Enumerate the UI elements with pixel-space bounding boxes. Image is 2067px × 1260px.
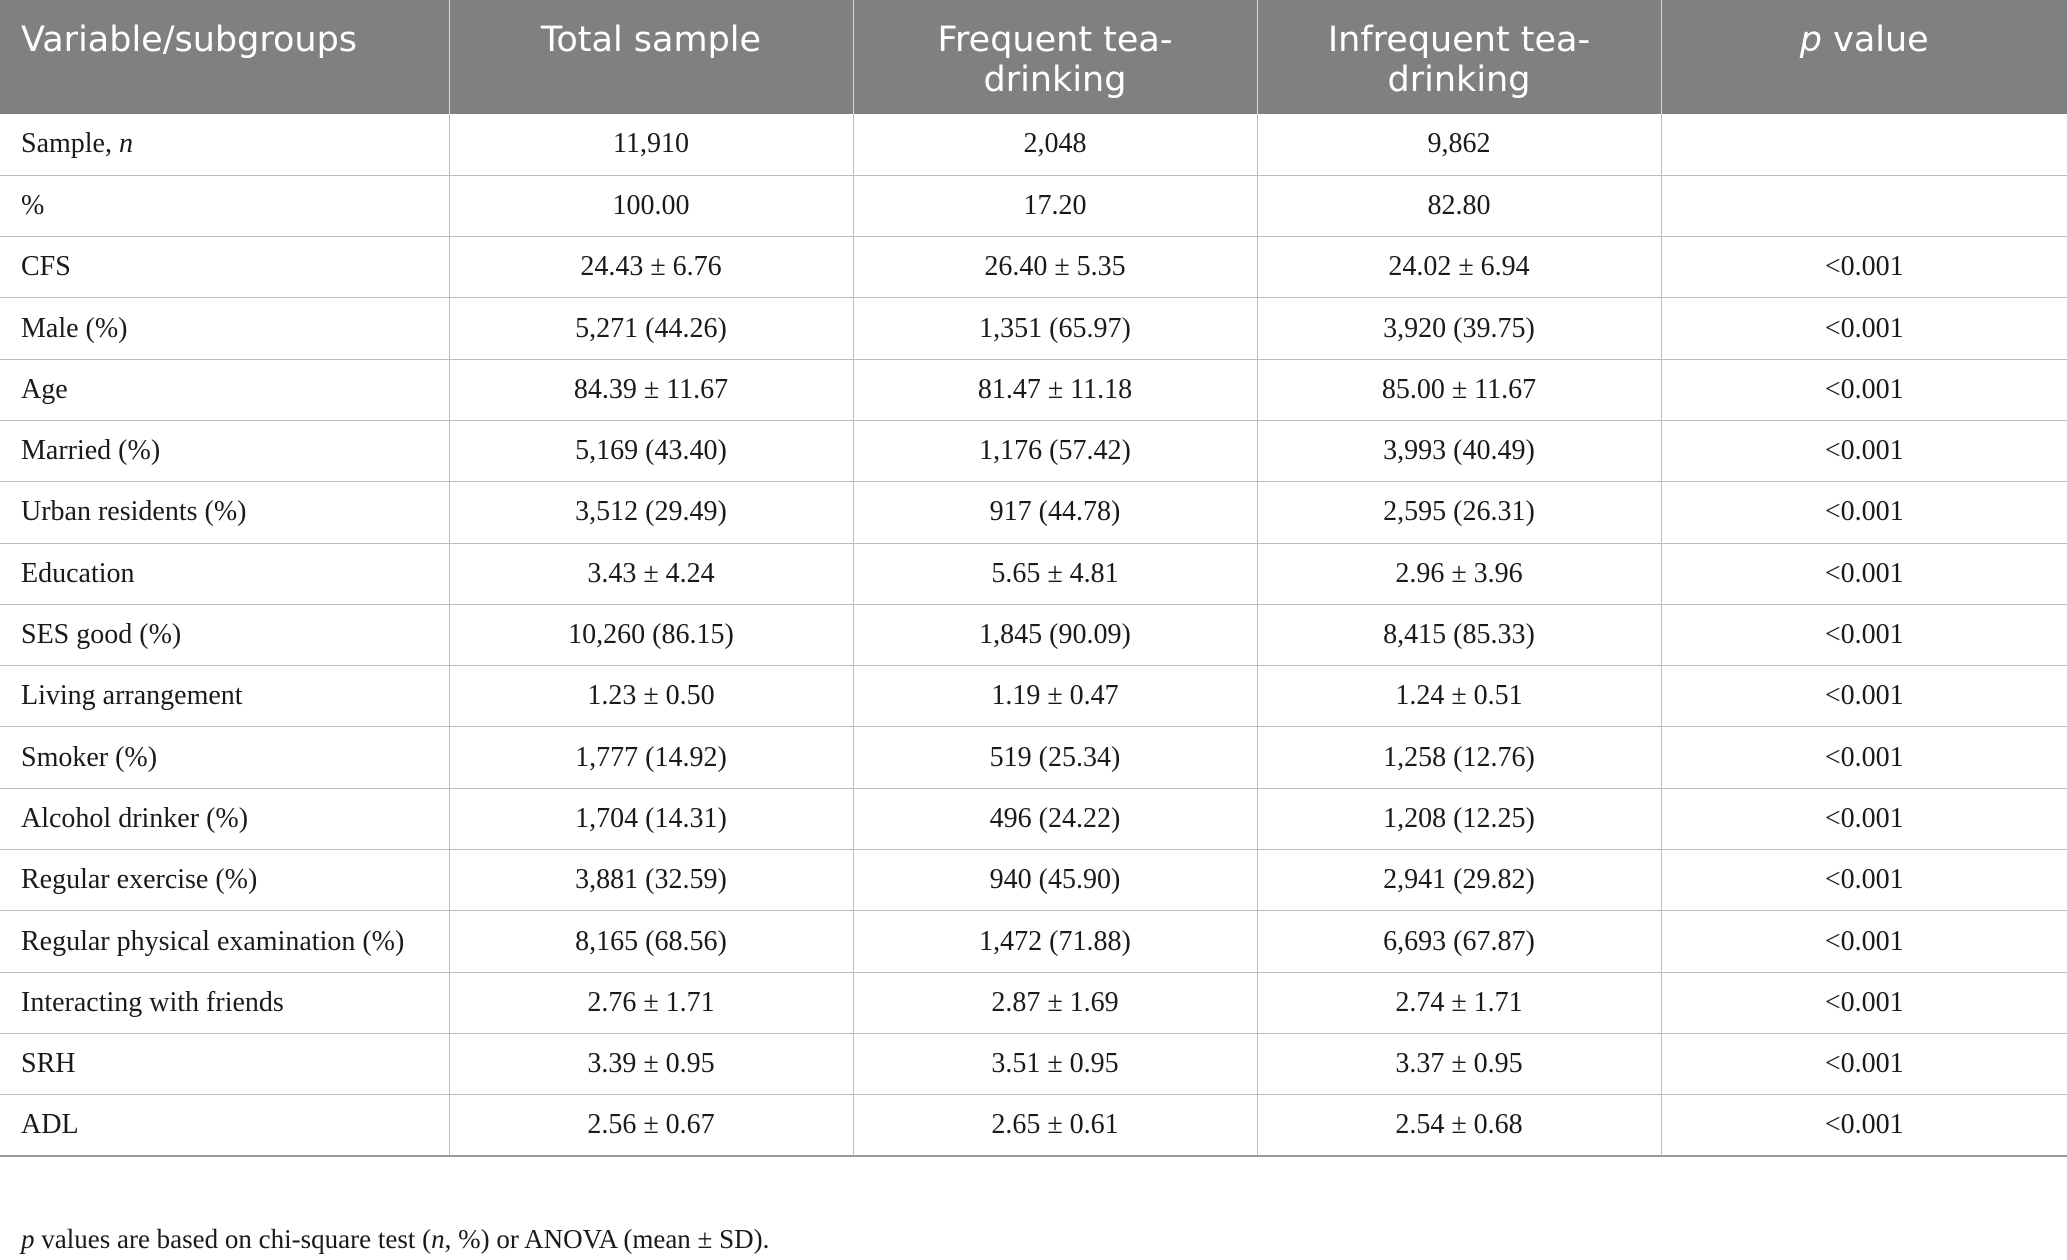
cell-infrequent-tea: 2.54 ± 0.68	[1257, 1095, 1661, 1156]
cell-frequent-tea: 17.20	[853, 175, 1257, 236]
table-footnote: p values are based on chi-square test (n, %) or ANOVA (mean ± SD).	[21, 1224, 770, 1254]
cell-infrequent-tea: 6,693 (67.87)	[1257, 911, 1661, 972]
cell-total-sample: 5,271 (44.26)	[449, 298, 853, 359]
cell-frequent-tea: 1,176 (57.42)	[853, 420, 1257, 481]
table-row	[0, 298, 2067, 359]
header-variable-subgroups: Variable/subgroups	[0, 0, 449, 114]
table-row	[0, 114, 2067, 175]
cell-total-sample: 5,169 (43.40)	[449, 420, 853, 481]
cell-frequent-tea: 26.40 ± 5.35	[853, 237, 1257, 298]
cell-p-value: <0.001	[1661, 972, 2067, 1033]
cell-infrequent-tea: 1.24 ± 0.51	[1257, 666, 1661, 727]
cell-infrequent-tea: 2.96 ± 3.96	[1257, 543, 1661, 604]
cell-p-value: <0.001	[1661, 788, 2067, 849]
cell-p-value: <0.001	[1661, 666, 2067, 727]
cell-p-value	[1661, 114, 2067, 175]
table-row	[0, 237, 2067, 298]
cell-frequent-tea: 3.51 ± 0.95	[853, 1033, 1257, 1094]
cell-frequent-tea: 496 (24.22)	[853, 788, 1257, 849]
cell-variable: Sample, n	[0, 114, 449, 175]
cell-infrequent-tea: 2.74 ± 1.71	[1257, 972, 1661, 1033]
cell-p-value: <0.001	[1661, 1095, 2067, 1156]
cell-p-value: <0.001	[1661, 727, 2067, 788]
cell-variable: Regular physical examination (%)	[0, 911, 449, 972]
cell-frequent-tea: 2,048	[853, 114, 1257, 175]
table-row	[0, 727, 2067, 788]
table-row	[0, 1033, 2067, 1094]
cell-p-value: <0.001	[1661, 420, 2067, 481]
cell-variable: ADL	[0, 1095, 449, 1156]
table-row	[0, 911, 2067, 972]
cell-total-sample: 3.43 ± 4.24	[449, 543, 853, 604]
table-row	[0, 666, 2067, 727]
cell-infrequent-tea: 3,920 (39.75)	[1257, 298, 1661, 359]
cell-variable: Education	[0, 543, 449, 604]
table-row	[0, 972, 2067, 1033]
cell-infrequent-tea: 82.80	[1257, 175, 1661, 236]
cell-p-value: <0.001	[1661, 604, 2067, 665]
cell-p-value: <0.001	[1661, 237, 2067, 298]
cell-total-sample: 3.39 ± 0.95	[449, 1033, 853, 1094]
cell-total-sample: 2.76 ± 1.71	[449, 972, 853, 1033]
cell-p-value: <0.001	[1661, 298, 2067, 359]
cell-variable: Smoker (%)	[0, 727, 449, 788]
cell-total-sample: 1.23 ± 0.50	[449, 666, 853, 727]
cell-total-sample: 1,777 (14.92)	[449, 727, 853, 788]
header-frequent-tea-drinking: Frequent tea-drinking	[853, 0, 1257, 114]
cell-total-sample: 1,704 (14.31)	[449, 788, 853, 849]
cell-p-value: <0.001	[1661, 1033, 2067, 1094]
cell-frequent-tea: 917 (44.78)	[853, 482, 1257, 543]
cell-variable: SES good (%)	[0, 604, 449, 665]
cell-variable: %	[0, 175, 449, 236]
cell-infrequent-tea: 9,862	[1257, 114, 1661, 175]
cell-infrequent-tea: 8,415 (85.33)	[1257, 604, 1661, 665]
cell-infrequent-tea: 2,595 (26.31)	[1257, 482, 1661, 543]
cell-total-sample: 2.56 ± 0.67	[449, 1095, 853, 1156]
cell-frequent-tea: 519 (25.34)	[853, 727, 1257, 788]
cell-variable: Age	[0, 359, 449, 420]
cell-total-sample: 100.00	[449, 175, 853, 236]
cell-total-sample: 11,910	[449, 114, 853, 175]
cell-p-value: <0.001	[1661, 850, 2067, 911]
cell-frequent-tea: 81.47 ± 11.18	[853, 359, 1257, 420]
table-row	[0, 359, 2067, 420]
cell-variable: Alcohol drinker (%)	[0, 788, 449, 849]
table-row	[0, 788, 2067, 849]
cell-frequent-tea: 2.87 ± 1.69	[853, 972, 1257, 1033]
cell-total-sample: 8,165 (68.56)	[449, 911, 853, 972]
cell-variable: Regular exercise (%)	[0, 850, 449, 911]
cell-frequent-tea: 1.19 ± 0.47	[853, 666, 1257, 727]
cell-variable: CFS	[0, 237, 449, 298]
table-row	[0, 482, 2067, 543]
cell-total-sample: 3,512 (29.49)	[449, 482, 853, 543]
table-row	[0, 420, 2067, 481]
cell-variable: Urban residents (%)	[0, 482, 449, 543]
cell-p-value: <0.001	[1661, 543, 2067, 604]
cell-total-sample: 84.39 ± 11.67	[449, 359, 853, 420]
cell-total-sample: 24.43 ± 6.76	[449, 237, 853, 298]
cell-infrequent-tea: 2,941 (29.82)	[1257, 850, 1661, 911]
cell-total-sample: 10,260 (86.15)	[449, 604, 853, 665]
cell-infrequent-tea: 3,993 (40.49)	[1257, 420, 1661, 481]
cell-frequent-tea: 5.65 ± 4.81	[853, 543, 1257, 604]
cell-p-value: <0.001	[1661, 359, 2067, 420]
cell-p-value: <0.001	[1661, 911, 2067, 972]
cell-infrequent-tea: 1,208 (12.25)	[1257, 788, 1661, 849]
cell-frequent-tea: 940 (45.90)	[853, 850, 1257, 911]
cell-variable: SRH	[0, 1033, 449, 1094]
cell-frequent-tea: 2.65 ± 0.61	[853, 1095, 1257, 1156]
table-row	[0, 175, 2067, 236]
cell-variable: Living arrangement	[0, 666, 449, 727]
cell-p-value	[1661, 175, 2067, 236]
cell-frequent-tea: 1,472 (71.88)	[853, 911, 1257, 972]
cell-infrequent-tea: 3.37 ± 0.95	[1257, 1033, 1661, 1094]
cell-infrequent-tea: 1,258 (12.76)	[1257, 727, 1661, 788]
table-row	[0, 1095, 2067, 1156]
cell-frequent-tea: 1,845 (90.09)	[853, 604, 1257, 665]
cell-variable: Male (%)	[0, 298, 449, 359]
table-row	[0, 543, 2067, 604]
cell-variable: Interacting with friends	[0, 972, 449, 1033]
header-infrequent-tea-drinking: Infrequent tea-drinking	[1257, 0, 1661, 114]
cell-p-value: <0.001	[1661, 482, 2067, 543]
header-total-sample: Total sample	[449, 0, 853, 114]
cell-total-sample: 3,881 (32.59)	[449, 850, 853, 911]
table-row	[0, 604, 2067, 665]
header-p-value: p value	[1661, 0, 2067, 114]
cell-infrequent-tea: 24.02 ± 6.94	[1257, 237, 1661, 298]
table-row	[0, 850, 2067, 911]
table-header-row	[0, 0, 2067, 114]
cell-frequent-tea: 1,351 (65.97)	[853, 298, 1257, 359]
cell-variable: Married (%)	[0, 420, 449, 481]
cell-infrequent-tea: 85.00 ± 11.67	[1257, 359, 1661, 420]
